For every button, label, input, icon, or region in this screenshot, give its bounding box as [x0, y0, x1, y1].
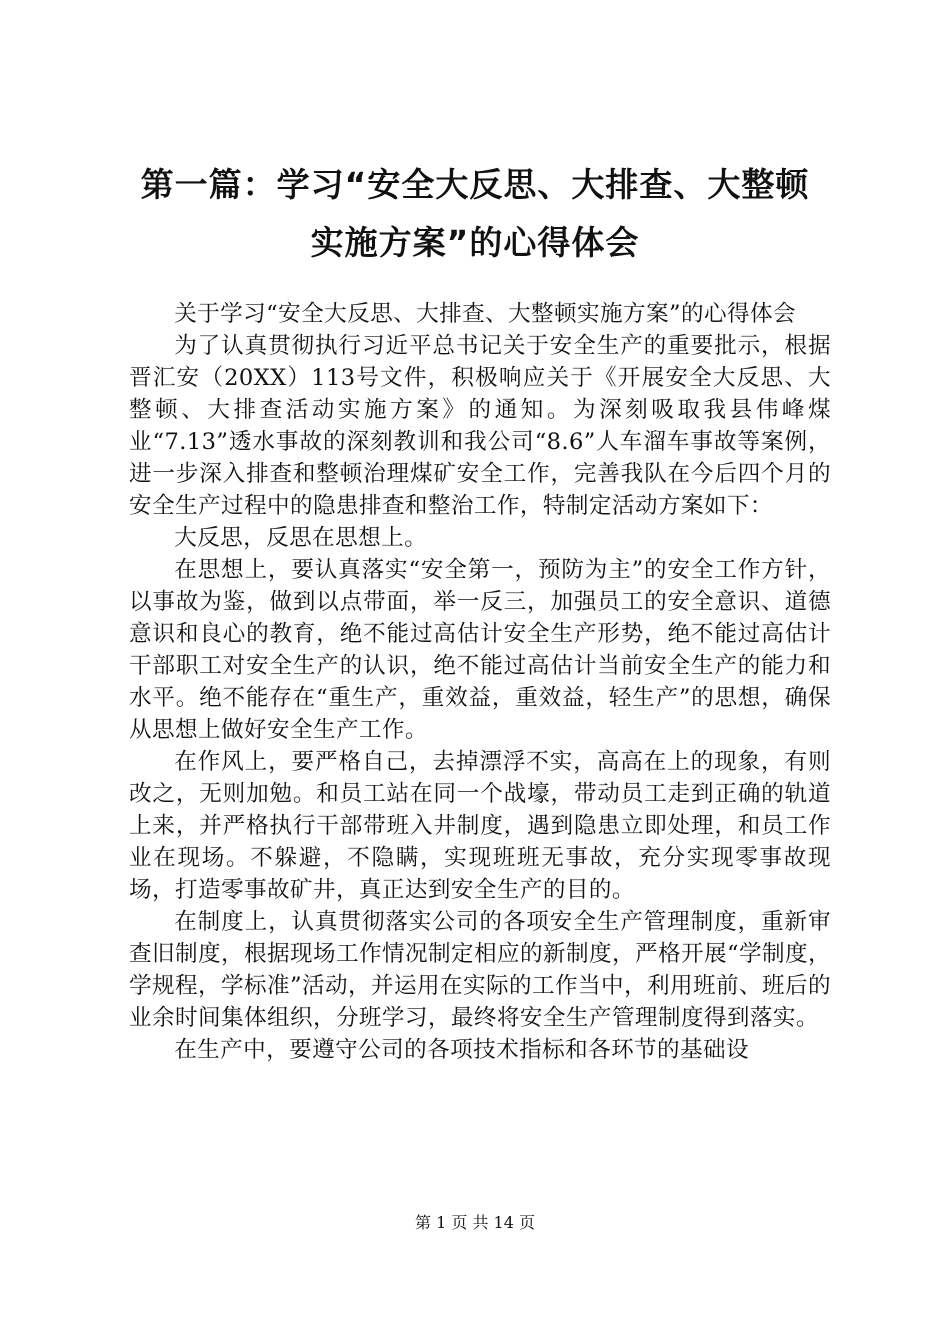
paragraph: 为了认真贯彻执行习近平总书记关于安全生产的重要批示，根据晋汇安（20XX）113号文件，积极响应关于《开展安全大反思、大整顿、大排查活动实施方案》的通知。为深刻吸取我县伟峰煤业“7.13”透水事故的深刻教训和我公司“8.6”人车溜车事故等案例，进一步深入排查和整顿治理煤矿安全工作，完善我队在今后四个月的安全生产过程中的隐患排查和整治工作，特制定活动方案如下：	[129, 333, 831, 519]
page-number-footer: 第 1 页 共 14 页	[415, 1213, 535, 1232]
paragraph: 在作风上，要严格自己，去掉漂浮不实，高高在上的现象，有则改之，无则加勉。和员工站在同一个战壕，带动员工走到正确的轨道上来，并严格执行干部带班入井制度，遇到隐患立即处理，和员工作业在现场。不躲避，不隐瞒，实现班班无事故，充分实现零事故现场，打造零事故矿井，真正达到安全生产的目的。	[129, 749, 831, 903]
document-title-line-2: 实施方案”的心得体会	[310, 223, 640, 262]
paragraph: 大反思，反思在思想上。	[174, 525, 428, 551]
paragraph: 在生产中，要遵守公司的各项技术指标和各环节的基础设	[174, 1037, 750, 1063]
paragraph: 关于学习“安全大反思、大排查、大整顿实施方案”的心得体会	[174, 301, 796, 327]
paragraph: 在思想上，要认真落实“安全第一，预防为主”的安全工作方针，以事故为鉴，做到以点带面，举一反三，加强员工的安全意识、道德意识和良心的教育，绝不能过高估计安全生产形势，绝不能过高估计干部职工对安全生产的认识，绝不能过高估计当前安全生产的能力和水平。绝不能存在“重生产，重效益，重效益，轻生产”的思想，确保从思想上做好安全生产工作。	[129, 557, 831, 743]
paragraph: 在制度上，认真贯彻落实公司的各项安全生产管理制度，重新审查旧制度，根据现场工作情况制定相应的新制度，严格开展“学制度，学规程，学标准”活动，并运用在实际的工作当中，利用班前、班后的业余时间集体组织，分班学习，最终将安全生产管理制度得到落实。	[129, 909, 831, 1031]
document-title-line-1: 第一篇：学习“安全大反思、大排查、大整顿	[140, 165, 810, 204]
document-body	[129, 298, 831, 1066]
